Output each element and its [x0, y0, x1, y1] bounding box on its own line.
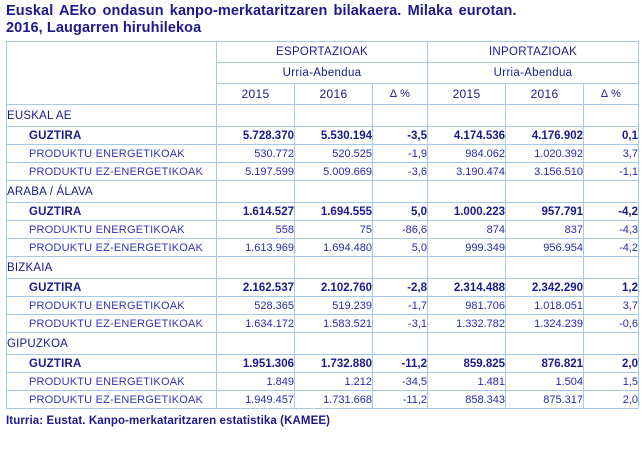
- region-header-empty-cell: [506, 181, 584, 203]
- cell-export-2015: 530.772: [217, 145, 295, 163]
- cell-import-delta: 3,7: [584, 145, 639, 163]
- page-title: [6, 0, 637, 37]
- region-name: GIPUZKOA: [7, 333, 217, 355]
- cell-import-2016: 956.954: [506, 239, 584, 257]
- cell-export-2015: 1.634.172: [217, 315, 295, 333]
- region-header-empty-cell: [584, 181, 639, 203]
- cell-export-delta: -1,9: [373, 145, 428, 163]
- region-header-empty-cell: [584, 105, 639, 127]
- table-row: [7, 239, 639, 257]
- cell-export-delta: 5,0: [373, 239, 428, 257]
- region-header-empty-cell: [217, 257, 295, 279]
- cell-import-2016: 1.018.051: [506, 297, 584, 315]
- cell-export-2016: 1.694.480: [295, 239, 373, 257]
- cell-export-delta: -3,1: [373, 315, 428, 333]
- region-header-empty-cell: [373, 181, 428, 203]
- cell-import-delta: -4,2: [584, 239, 639, 257]
- header-corner-cell: [7, 42, 217, 105]
- header-period-exports: Urria-Abendua: [217, 63, 428, 84]
- cell-import-2015: 1.481: [428, 373, 506, 391]
- table-header: [7, 42, 639, 105]
- cell-export-2016: 2.102.760: [295, 279, 373, 297]
- row-label-category: PRODUKTU EZ-ENERGETIKOAK: [7, 239, 217, 257]
- cell-export-2015: 5.197.599: [217, 163, 295, 181]
- region-header-row: [7, 105, 639, 127]
- table-row: [7, 315, 639, 333]
- cell-import-delta: 1,5: [584, 373, 639, 391]
- cell-import-2016: 875.317: [506, 391, 584, 409]
- region-header-empty-cell: [373, 105, 428, 127]
- region-header-empty-cell: [506, 333, 584, 355]
- cell-import-2016: 876.821: [506, 355, 584, 373]
- cell-import-delta: -4,2: [584, 203, 639, 221]
- cell-export-2016: 75: [295, 221, 373, 239]
- region-header-empty-cell: [295, 181, 373, 203]
- header-group-imports: INPORTAZIOAK: [428, 42, 639, 63]
- row-label-category: PRODUKTU ENERGETIKOAK: [7, 221, 217, 239]
- cell-import-2015: 874: [428, 221, 506, 239]
- region-header-empty-cell: [428, 333, 506, 355]
- cell-import-2015: 2.314.488: [428, 279, 506, 297]
- cell-import-delta: -4,3: [584, 221, 639, 239]
- cell-export-delta: -34,5: [373, 373, 428, 391]
- cell-export-2015: 1.614.527: [217, 203, 295, 221]
- cell-import-2015: 4.174.536: [428, 127, 506, 145]
- cell-import-2015: 981.706: [428, 297, 506, 315]
- title-line-1: Euskal AEko ondasun kanpo-merkataritzaren bilakaera. Milaka eurotan.: [6, 3, 517, 19]
- cell-import-2016: 4.176.902: [506, 127, 584, 145]
- region-header-empty-cell: [217, 105, 295, 127]
- region-header-row: [7, 257, 639, 279]
- cell-import-delta: 0,1: [584, 127, 639, 145]
- table-row: [7, 297, 639, 315]
- table-row: [7, 163, 639, 181]
- cell-export-2015: 1.951.306: [217, 355, 295, 373]
- header-export-delta: Δ %: [373, 84, 428, 105]
- cell-export-2015: 2.162.537: [217, 279, 295, 297]
- cell-import-2015: 858.343: [428, 391, 506, 409]
- region-name: EUSKAL AE: [7, 105, 217, 127]
- table-row: [7, 279, 639, 297]
- cell-export-delta: -11,2: [373, 391, 428, 409]
- cell-export-2015: 558: [217, 221, 295, 239]
- cell-import-delta: -1,1: [584, 163, 639, 181]
- row-label-total: GUZTIRA: [7, 127, 217, 145]
- region-header-row: [7, 333, 639, 355]
- table-row: [7, 145, 639, 163]
- cell-import-2016: 2.342.290: [506, 279, 584, 297]
- region-header-empty-cell: [506, 257, 584, 279]
- cell-export-delta: -86,6: [373, 221, 428, 239]
- row-label-category: PRODUKTU ENERGETIKOAK: [7, 297, 217, 315]
- cell-export-2015: 1.849: [217, 373, 295, 391]
- header-import-2015: 2015: [428, 84, 506, 105]
- header-group-exports: ESPORTAZIOAK: [217, 42, 428, 63]
- cell-export-2016: 520.525: [295, 145, 373, 163]
- row-label-category: PRODUKTU ENERGETIKOAK: [7, 145, 217, 163]
- header-import-delta: Δ %: [584, 84, 639, 105]
- region-header-empty-cell: [428, 181, 506, 203]
- cell-export-2016: 1.583.521: [295, 315, 373, 333]
- source-note: Iturria: Eustat. Kanpo-merkataritzaren estatistika (KAMEE): [6, 415, 331, 427]
- region-name: ARABA / ÁLAVA: [7, 181, 217, 203]
- cell-export-2016: 1.732.880: [295, 355, 373, 373]
- region-header-empty-cell: [428, 257, 506, 279]
- table-row: [7, 355, 639, 373]
- table-row: [7, 391, 639, 409]
- cell-import-2015: 1.000.223: [428, 203, 506, 221]
- row-label-total: GUZTIRA: [7, 279, 217, 297]
- cell-import-2016: 837: [506, 221, 584, 239]
- cell-export-delta: -3,5: [373, 127, 428, 145]
- region-header-empty-cell: [295, 257, 373, 279]
- cell-export-delta: -11,2: [373, 355, 428, 373]
- row-label-category: PRODUKTU EZ-ENERGETIKOAK: [7, 315, 217, 333]
- table-row: [7, 221, 639, 239]
- region-header-empty-cell: [295, 105, 373, 127]
- cell-import-2015: 984.062: [428, 145, 506, 163]
- cell-import-delta: 1,2: [584, 279, 639, 297]
- cell-import-2016: 3.156.510: [506, 163, 584, 181]
- region-header-empty-cell: [373, 257, 428, 279]
- cell-import-2016: 1.020.392: [506, 145, 584, 163]
- header-export-2016: 2016: [295, 84, 373, 105]
- cell-import-2016: 1.504: [506, 373, 584, 391]
- cell-import-2015: 999.349: [428, 239, 506, 257]
- row-label-category: PRODUKTU EZ-ENERGETIKOAK: [7, 163, 217, 181]
- cell-export-2016: 5.530.194: [295, 127, 373, 145]
- table-row: [7, 373, 639, 391]
- region-header-empty-cell: [373, 333, 428, 355]
- region-header-empty-cell: [217, 181, 295, 203]
- cell-export-delta: -3,6: [373, 163, 428, 181]
- header-period-imports: Urria-Abendua: [428, 63, 639, 84]
- region-header-empty-cell: [584, 257, 639, 279]
- row-label-total: GUZTIRA: [7, 203, 217, 221]
- cell-export-delta: -2,8: [373, 279, 428, 297]
- header-row-groups: [7, 42, 639, 63]
- cell-import-2016: 957.791: [506, 203, 584, 221]
- region-header-empty-cell: [584, 333, 639, 355]
- table-body: [7, 105, 639, 409]
- cell-export-2015: 1.949.457: [217, 391, 295, 409]
- cell-import-2016: 1.324.239: [506, 315, 584, 333]
- trade-statistics-table: [6, 41, 639, 409]
- row-label-category: PRODUKTU ENERGETIKOAK: [7, 373, 217, 391]
- cell-export-2016: 1.694.555: [295, 203, 373, 221]
- region-header-empty-cell: [506, 105, 584, 127]
- cell-export-2015: 528.365: [217, 297, 295, 315]
- cell-export-2016: 519.239: [295, 297, 373, 315]
- table-row: [7, 203, 639, 221]
- region-name: BIZKAIA: [7, 257, 217, 279]
- cell-export-2016: 1.212: [295, 373, 373, 391]
- row-label-category: PRODUKTU EZ-ENERGETIKOAK: [7, 391, 217, 409]
- cell-export-2015: 5.728.370: [217, 127, 295, 145]
- cell-import-delta: 2,0: [584, 391, 639, 409]
- title-line-2: 2016, Laugarren hiruhilekoa: [6, 20, 202, 36]
- cell-import-delta: 2,0: [584, 355, 639, 373]
- cell-export-delta: 5,0: [373, 203, 428, 221]
- cell-import-delta: -0,6: [584, 315, 639, 333]
- header-import-2016: 2016: [506, 84, 584, 105]
- cell-import-2015: 3.190.474: [428, 163, 506, 181]
- cell-export-delta: -1,7: [373, 297, 428, 315]
- header-export-2015: 2015: [217, 84, 295, 105]
- cell-export-2016: 5.009.669: [295, 163, 373, 181]
- table-row: [7, 127, 639, 145]
- cell-import-delta: 3,7: [584, 297, 639, 315]
- row-label-total: GUZTIRA: [7, 355, 217, 373]
- cell-import-2015: 1.332.782: [428, 315, 506, 333]
- region-header-row: [7, 181, 639, 203]
- region-header-empty-cell: [295, 333, 373, 355]
- cell-export-2016: 1.731.668: [295, 391, 373, 409]
- region-header-empty-cell: [428, 105, 506, 127]
- cell-export-2015: 1.613.969: [217, 239, 295, 257]
- region-header-empty-cell: [217, 333, 295, 355]
- cell-import-2015: 859.825: [428, 355, 506, 373]
